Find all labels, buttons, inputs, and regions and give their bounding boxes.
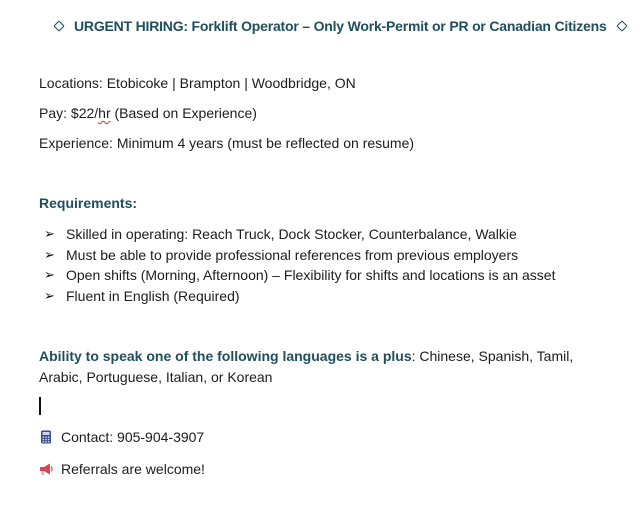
- requirement-text: Skilled in operating: Reach Truck, Dock Stocker, Counterbalance, Walkie: [66, 226, 517, 243]
- arrow-bullet-icon: ➢: [44, 287, 55, 303]
- list-item: [44, 245, 555, 266]
- requirement-text: Open shifts (Morning, Afternoon) – Flexibility for shifts and locations is an asset: [66, 267, 556, 284]
- languages-heading: Ability to speak one of the following languages is a plus: [39, 348, 412, 364]
- contact-line: [39, 429, 204, 445]
- megaphone-icon: [39, 462, 53, 476]
- contact-text: Contact: 905-904-3907: [61, 429, 205, 445]
- locations-line: Locations: Etobicoke | Brampton | Woodbridge, ON: [39, 75, 356, 91]
- diamond-bullet-icon: [616, 20, 627, 31]
- pay-suffix: (Based on Experience): [110, 105, 257, 121]
- referrals-text: Referrals are welcome!: [61, 461, 205, 477]
- requirements-heading: Requirements:: [39, 195, 138, 211]
- languages-paragraph: [39, 346, 599, 388]
- list-item: [44, 265, 555, 286]
- job-title: [44, 18, 637, 34]
- referrals-line: [39, 461, 205, 477]
- pay-prefix: Pay: $22/: [39, 105, 99, 121]
- list-item: [44, 286, 555, 307]
- requirement-text: Must be able to provide professional references from previous employers: [66, 246, 519, 263]
- arrow-bullet-icon: ➢: [44, 246, 55, 262]
- pay-unit: hr: [98, 105, 111, 121]
- job-title-text: URGENT HIRING: Forklift Operator – Only Work-Permit or PR or Canadian Citizens: [74, 18, 607, 34]
- languages-list: : Chinese, Spanish, Tamil, Arabic, Portuguese, Italian, or Korean: [39, 348, 574, 385]
- requirements-list: [44, 224, 555, 306]
- requirement-text: Fluent in English (Required): [66, 287, 240, 304]
- phone-icon: [39, 430, 53, 444]
- arrow-bullet-icon: ➢: [44, 226, 55, 242]
- text-cursor: [39, 397, 41, 415]
- arrow-bullet-icon: ➢: [44, 267, 55, 283]
- experience-line: Experience: Minimum 4 years (must be reflected on resume): [39, 135, 415, 151]
- pay-line: [39, 105, 257, 121]
- list-item: [44, 224, 555, 245]
- diamond-bullet-icon: [53, 20, 64, 31]
